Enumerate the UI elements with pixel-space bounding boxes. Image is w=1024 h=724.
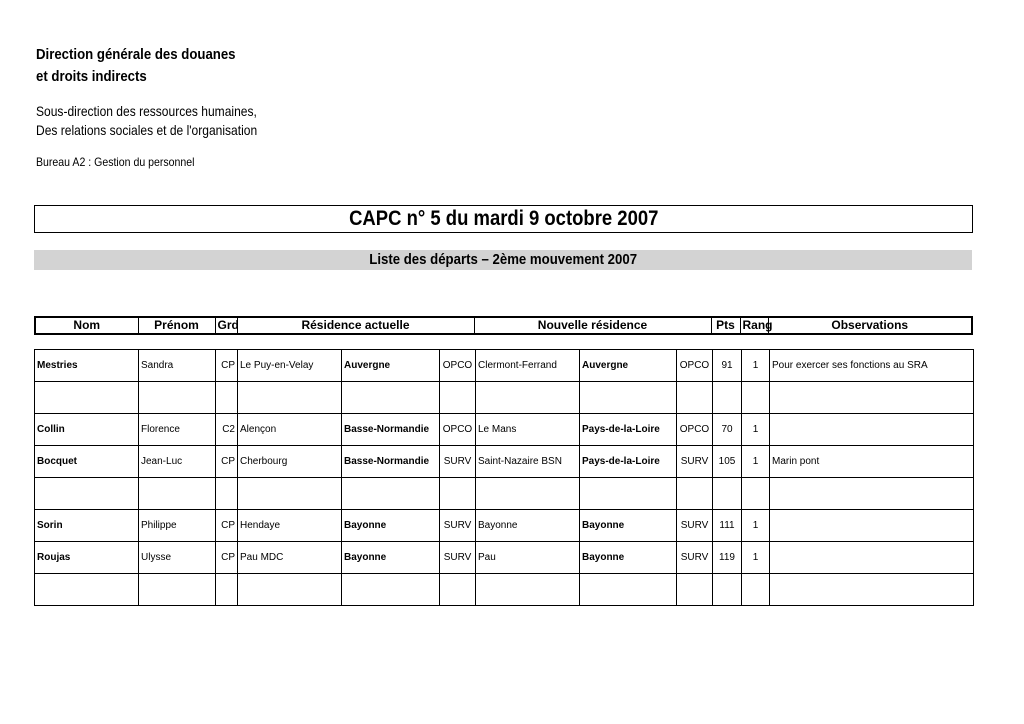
cell-residence-actuelle-direction [342, 478, 440, 510]
cell-residence-actuelle-service: SURV [440, 542, 476, 574]
cell-observations [770, 510, 974, 542]
cell-observations [770, 414, 974, 446]
cell-nom [35, 478, 139, 510]
cell-nouvelle-residence-direction: Pays-de-la-Loire [580, 414, 677, 446]
cell-prenom: Ulysse [139, 542, 216, 574]
col-header-rang: Rang [740, 317, 768, 334]
cell-grade: CP [216, 446, 238, 478]
cell-residence-actuelle-direction: Bayonne [342, 542, 440, 574]
cell-residence-actuelle-direction [342, 382, 440, 414]
cell-grade: CP [216, 510, 238, 542]
cell-residence-actuelle-direction: Basse-Normandie [342, 446, 440, 478]
cell-grade: CP [216, 350, 238, 382]
cell-grade [216, 382, 238, 414]
cell-residence-actuelle-direction: Auvergne [342, 350, 440, 382]
col-header-pts: Pts [711, 317, 740, 334]
cell-points: 91 [713, 350, 742, 382]
cell-nouvelle-residence-ville: Saint-Nazaire BSN [476, 446, 580, 478]
table-row [35, 542, 974, 574]
cell-nouvelle-residence-ville [476, 382, 580, 414]
cell-rang: 1 [742, 510, 770, 542]
cell-residence-actuelle-ville: Le Puy-en-Velay [238, 350, 342, 382]
cell-residence-actuelle-ville [238, 382, 342, 414]
cell-nouvelle-residence-service [677, 382, 713, 414]
cell-nom: Roujas [35, 542, 139, 574]
table-row [35, 382, 974, 414]
cell-grade: C2 [216, 414, 238, 446]
cell-nom [35, 382, 139, 414]
cell-nouvelle-residence-direction: Pays-de-la-Loire [580, 446, 677, 478]
cell-prenom: Philippe [139, 510, 216, 542]
cell-residence-actuelle-service [440, 574, 476, 606]
col-header-nouvelle-residence: Nouvelle résidence [474, 317, 711, 334]
cell-residence-actuelle-service: OPCO [440, 414, 476, 446]
cell-observations: Pour exercer ses fonctions au SRA [770, 350, 974, 382]
cell-rang: 1 [742, 414, 770, 446]
cell-observations [770, 382, 974, 414]
subdirection-line2: Des relations sociales et de l'organisation [36, 122, 258, 138]
org-name-line2: et droits indirects [36, 68, 147, 85]
cell-prenom: Sandra [139, 350, 216, 382]
cell-observations [770, 542, 974, 574]
cell-residence-actuelle-service [440, 382, 476, 414]
cell-points [713, 574, 742, 606]
cell-points: 70 [713, 414, 742, 446]
cell-points [713, 382, 742, 414]
cell-observations [770, 574, 974, 606]
cell-nouvelle-residence-ville: Pau [476, 542, 580, 574]
cell-nom [35, 574, 139, 606]
col-header-grd: Grd [215, 317, 237, 334]
cell-rang: 1 [742, 350, 770, 382]
cell-nouvelle-residence-ville: Le Mans [476, 414, 580, 446]
col-header-prenom: Prénom [138, 317, 215, 334]
cell-prenom [139, 574, 216, 606]
cell-residence-actuelle-ville: Hendaye [238, 510, 342, 542]
cell-residence-actuelle-direction: Basse-Normandie [342, 414, 440, 446]
col-header-observations: Observations [768, 317, 972, 334]
cell-nom: Bocquet [35, 446, 139, 478]
cell-residence-actuelle-direction: Bayonne [342, 510, 440, 542]
cell-nouvelle-residence-service [677, 478, 713, 510]
cell-points: 119 [713, 542, 742, 574]
cell-rang [742, 478, 770, 510]
cell-nouvelle-residence-service [677, 574, 713, 606]
cell-nouvelle-residence-direction: Auvergne [580, 350, 677, 382]
cell-nouvelle-residence-direction: Bayonne [580, 542, 677, 574]
cell-residence-actuelle-direction [342, 574, 440, 606]
cell-prenom [139, 478, 216, 510]
table-row [35, 510, 974, 542]
cell-nouvelle-residence-ville: Bayonne [476, 510, 580, 542]
cell-residence-actuelle-ville: Alençon [238, 414, 342, 446]
cell-nouvelle-residence-direction [580, 574, 677, 606]
cell-residence-actuelle-service: SURV [440, 446, 476, 478]
departures-table [34, 349, 974, 606]
cell-nouvelle-residence-ville: Clermont-Ferrand [476, 350, 580, 382]
cell-residence-actuelle-ville [238, 478, 342, 510]
cell-residence-actuelle-service [440, 478, 476, 510]
cell-observations: Marin pont [770, 446, 974, 478]
cell-nouvelle-residence-service: OPCO [677, 350, 713, 382]
cell-rang [742, 574, 770, 606]
cell-grade [216, 478, 238, 510]
col-header-residence-actuelle: Résidence actuelle [237, 317, 474, 334]
cell-grade: CP [216, 542, 238, 574]
cell-nouvelle-residence-service: SURV [677, 446, 713, 478]
cell-nouvelle-residence-service: SURV [677, 542, 713, 574]
cell-nouvelle-residence-direction: Bayonne [580, 510, 677, 542]
col-header-nom: Nom [35, 317, 138, 334]
cell-prenom: Jean-Luc [139, 446, 216, 478]
cell-rang [742, 382, 770, 414]
cell-residence-actuelle-service: OPCO [440, 350, 476, 382]
cell-nouvelle-residence-service: SURV [677, 510, 713, 542]
document-subtitle: Liste des départs – 2ème mouvement 2007 [34, 250, 972, 270]
cell-nom: Mestries [35, 350, 139, 382]
cell-prenom [139, 382, 216, 414]
cell-grade [216, 574, 238, 606]
cell-rang: 1 [742, 542, 770, 574]
cell-rang: 1 [742, 446, 770, 478]
bureau-label: Bureau A2 : Gestion du personnel [36, 155, 195, 169]
cell-points: 111 [713, 510, 742, 542]
cell-residence-actuelle-ville: Pau MDC [238, 542, 342, 574]
document-title: CAPC n° 5 du mardi 9 octobre 2007 [34, 205, 973, 233]
cell-nouvelle-residence-ville [476, 478, 580, 510]
table-row [35, 574, 974, 606]
table-row [35, 446, 974, 478]
cell-residence-actuelle-ville: Cherbourg [238, 446, 342, 478]
org-name-line1: Direction générale des douanes [36, 46, 236, 63]
cell-observations [770, 478, 974, 510]
cell-nouvelle-residence-direction [580, 478, 677, 510]
cell-prenom: Florence [139, 414, 216, 446]
table-row [35, 350, 974, 382]
table-row [35, 414, 974, 446]
cell-nom: Sorin [35, 510, 139, 542]
subdirection-line1: Sous-direction des ressources humaines, [36, 103, 257, 119]
table-row [35, 478, 974, 510]
cell-residence-actuelle-service: SURV [440, 510, 476, 542]
cell-nouvelle-residence-ville [476, 574, 580, 606]
cell-residence-actuelle-ville [238, 574, 342, 606]
cell-nouvelle-residence-service: OPCO [677, 414, 713, 446]
cell-nom: Collin [35, 414, 139, 446]
cell-points [713, 478, 742, 510]
cell-nouvelle-residence-direction [580, 382, 677, 414]
cell-points: 105 [713, 446, 742, 478]
table-header [34, 316, 973, 335]
